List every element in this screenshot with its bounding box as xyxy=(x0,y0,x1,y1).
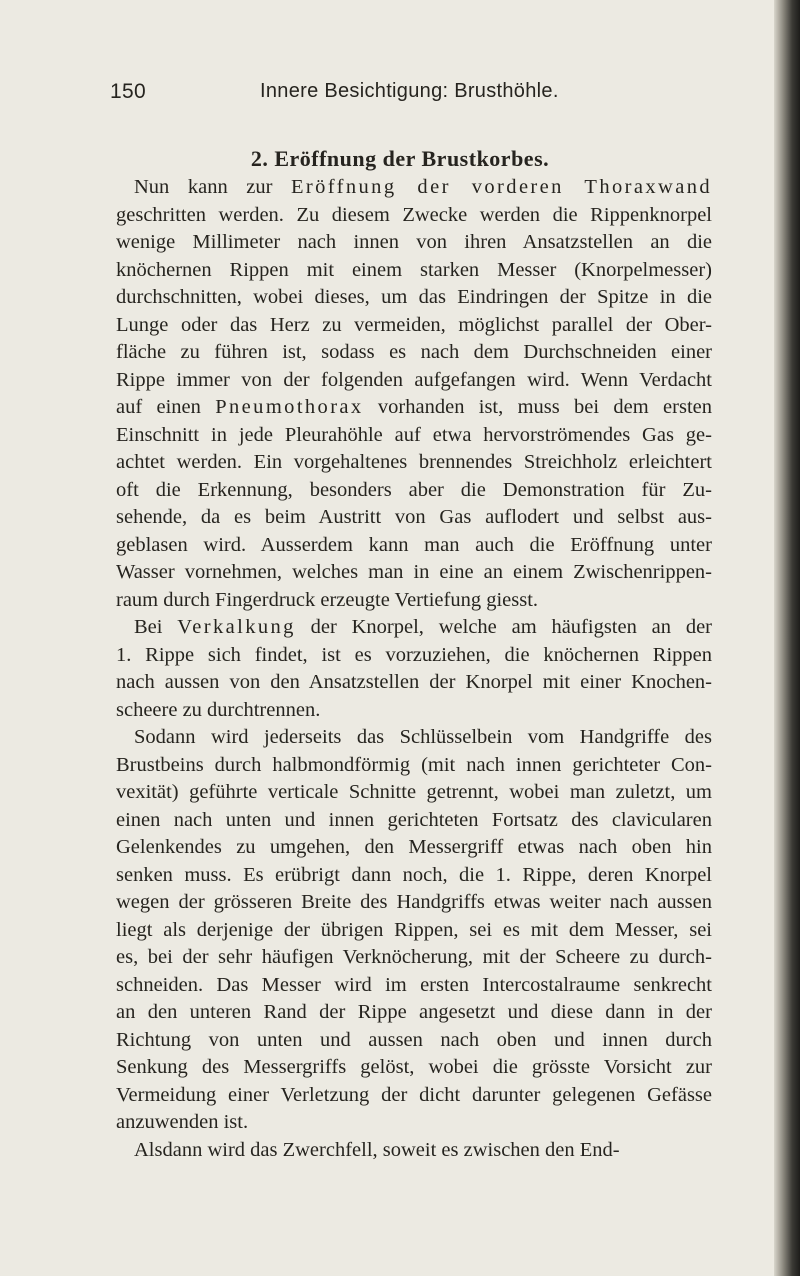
text-run: oft die Erkennung, besonders aber die Demonstration für Zu- xyxy=(116,478,712,501)
text-run: senken muss. Es erübrigt dann noch, die 1. Rippe, deren Knorpel xyxy=(116,863,712,886)
text-run: achtet werden. Ein vorgehaltenes brennendes Streichholz erleichtert xyxy=(116,451,712,473)
page-edge xyxy=(774,0,800,1276)
section-title: 2. Eröffnung der Brustkorbes. xyxy=(250,146,550,171)
spaced-emphasis: Pneumothorax xyxy=(215,396,364,418)
text-line xyxy=(116,174,712,202)
text-line xyxy=(116,339,712,367)
text-line xyxy=(116,559,712,587)
text-line xyxy=(116,972,712,1000)
text-run: Bei xyxy=(134,616,178,638)
text-run: schneiden. Das Messer wird im ersten Intercostalraume senkrecht xyxy=(116,973,712,996)
text-run: Sodann wird jederseits das Schlüsselbein vom Handgriffe des xyxy=(134,726,712,748)
text-line xyxy=(116,862,712,890)
page-number: 150 xyxy=(110,80,146,103)
text-line xyxy=(116,614,712,642)
text-line xyxy=(116,724,712,752)
text-run: geschritten werden. Zu diesem Zwecke werden die Rippenknorpel xyxy=(116,203,712,226)
text-run: Wasser vornehmen, welches man in eine an einem Zwischenrippen- xyxy=(116,561,712,583)
body-text xyxy=(116,174,712,1164)
text-run: es, bei der sehr häufigen Verknöcherung, mit der Scheere zu durch- xyxy=(116,946,712,968)
text-line xyxy=(116,889,712,917)
text-run: Richtung von unten und aussen nach oben und innen durch xyxy=(116,1028,712,1051)
text-line xyxy=(116,917,712,945)
text-line xyxy=(116,367,712,395)
text-run: Senkung des Messergriffs gelöst, wobei die grösste Vorsicht zur xyxy=(116,1056,712,1078)
text-line xyxy=(116,1109,712,1137)
text-run: Lunge oder das Herz zu vermeiden, möglichst parallel der Ober- xyxy=(116,313,712,336)
running-header xyxy=(110,80,710,110)
text-line xyxy=(116,449,712,477)
text-line xyxy=(116,752,712,780)
text-run: geblasen wird. Ausserdem kann man auch die Eröffnung unter xyxy=(116,533,712,556)
text-run: auf einen xyxy=(116,396,216,418)
text-run: Rippe immer von der folgenden aufgefangen wird. Wenn Verdacht xyxy=(116,368,712,391)
text-line xyxy=(116,284,712,312)
text-run: anzuwenden ist. xyxy=(116,1111,249,1133)
text-line xyxy=(116,587,712,615)
text-line xyxy=(116,532,712,560)
text-run: Brustbeins durch halbmondförmig (mit nach innen gerichteter Con- xyxy=(116,753,712,776)
text-run: scheere zu durchtrennen. xyxy=(116,698,321,721)
text-line xyxy=(116,642,712,670)
text-line xyxy=(116,999,712,1027)
text-run: fläche zu führen ist, sodass es nach dem Durchschneiden einer xyxy=(116,341,712,363)
text-line xyxy=(116,202,712,230)
text-line xyxy=(116,312,712,340)
text-line xyxy=(116,669,712,697)
text-run: einen nach unten und innen gerichteten Fortsatz des clavicularen xyxy=(116,808,712,831)
spaced-emphasis: Verkalkung xyxy=(177,616,296,638)
text-run: Vermeidung einer Verletzung der dicht darunter gelegenen Gefässe xyxy=(116,1083,712,1106)
text-run: knöchernen Rippen mit einem starken Messer (Knorpelmesser) xyxy=(116,258,712,281)
text-line xyxy=(116,422,712,450)
text-run: Nun kann zur xyxy=(134,176,291,198)
text-line xyxy=(116,944,712,972)
text-run: der Knorpel, welche am häufigsten an der xyxy=(295,616,712,638)
text-run: sehende, da es beim Austritt von Gas auflodert und selbst aus- xyxy=(116,506,712,528)
text-run: Gelenkendes zu umgehen, den Messergriff etwas nach oben hin xyxy=(116,836,712,858)
text-line xyxy=(116,394,712,422)
text-run: wenige Millimeter nach innen von ihren Ansatzstellen an die xyxy=(116,231,712,253)
text-line xyxy=(116,697,712,725)
text-run: nach aussen von den Ansatzstellen der Knorpel mit einer Knochen- xyxy=(116,671,712,693)
text-line xyxy=(116,1137,712,1165)
text-line xyxy=(116,477,712,505)
text-run: raum durch Fingerdruck erzeugte Vertiefung giesst. xyxy=(116,588,539,611)
text-run: Alsdann wird das Zwerchfell, soweit es zwischen den End- xyxy=(134,1138,620,1161)
text-run: durchschnitten, wobei dieses, um das Eindringen der Spitze in die xyxy=(116,286,712,308)
running-title: Innere Besichtigung: Brusthöhle. xyxy=(260,80,559,102)
text-run: an den unteren Rand der Rippe angesetzt und diese dann in der xyxy=(116,1001,712,1023)
text-run: Einschnitt in jede Pleurahöhle auf etwa hervorströmendes Gas ge- xyxy=(116,423,712,446)
text-line xyxy=(116,779,712,807)
text-run: wegen der grösseren Breite des Handgriffs etwas weiter nach aussen xyxy=(116,891,712,913)
text-line xyxy=(116,1082,712,1110)
text-line xyxy=(116,834,712,862)
text-line xyxy=(116,1054,712,1082)
text-run: liegt als derjenige der übrigen Rippen, sei es mit dem Messer, sei xyxy=(116,918,712,941)
text-run: 1. Rippe sich findet, ist es vorzuziehen, die knöchernen Rippen xyxy=(116,643,712,666)
spaced-emphasis: Eröffnung der vorderen Thoraxwand xyxy=(291,176,712,198)
text-line xyxy=(116,1027,712,1055)
text-line xyxy=(116,504,712,532)
text-line xyxy=(116,807,712,835)
text-run: vorhanden ist, muss bei dem ersten xyxy=(363,396,712,418)
text-run: vexität) geführte verticale Schnitte getrennt, wobei man zuletzt, um xyxy=(116,781,712,803)
text-line xyxy=(116,257,712,285)
text-line xyxy=(116,229,712,257)
